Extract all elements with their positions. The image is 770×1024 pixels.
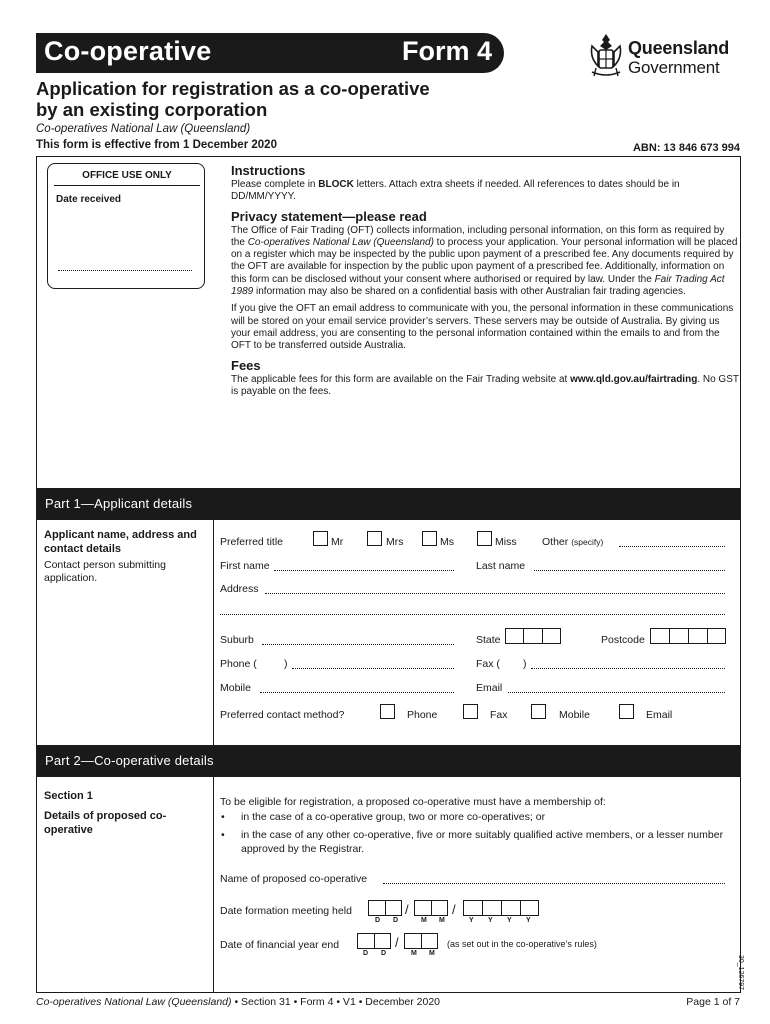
page-number: Page 1 of 7 (686, 996, 740, 1008)
formation-month-boxes[interactable] (414, 900, 448, 916)
fax-label: Fax ( (476, 658, 500, 670)
privacy-paragraph-2: If you give the OFT an email address to communicate with you, the personal information in these communications will be stored on your email service provider’s servers. These servers may be outside of Australia. By giving us your email address, you are consenting to the personal information contained within the emails to and from the OFT to be transferred outside Australia. (231, 303, 734, 352)
instructions-text: Please complete in BLOCK letters. Attach extra sheets if needed. All references to dates should be in DD/MM/YYYY. (231, 179, 680, 203)
first-name-input[interactable] (274, 570, 454, 571)
date-letter: D (381, 950, 387, 957)
contact-fax-checkbox[interactable] (463, 704, 478, 719)
formation-date-label: Date formation meeting held (220, 905, 352, 917)
list-item: • in the case of a co-operative group, two or more co-operatives; or (219, 810, 739, 824)
part-1-heading: Part 1—Applicant details (36, 488, 741, 520)
date-letter: D (393, 917, 399, 924)
eligibility-text: To be eligible for registration, a proposed co-operative must have a membership of: (220, 796, 606, 808)
title-mr-label: Mr (331, 536, 344, 548)
title-mrs-checkbox[interactable] (367, 531, 382, 546)
date-letter: M (439, 917, 445, 924)
fax-close: ) (523, 658, 527, 670)
privacy-heading: Privacy statement—please read (231, 208, 427, 224)
title-miss-checkbox[interactable] (477, 531, 492, 546)
date-separator: / (405, 902, 409, 917)
preferred-title-label: Preferred title (220, 536, 284, 548)
date-letter: M (429, 950, 435, 957)
email-input[interactable] (508, 692, 725, 693)
instructions-section (231, 163, 739, 398)
date-letter: Y (526, 917, 531, 924)
postcode-label: Postcode (601, 634, 645, 646)
coop-name-label: Name of proposed co-operative (220, 873, 368, 885)
phone-label: Phone ( (220, 658, 257, 670)
contact-fax-label: Fax (490, 709, 508, 721)
title-mr-checkbox[interactable] (313, 531, 328, 546)
suburb-input[interactable] (262, 644, 454, 645)
title-line-2: by an existing corporation (36, 99, 268, 120)
office-use-heading: OFFICE USE ONLY (54, 170, 200, 186)
contact-mobile-checkbox[interactable] (531, 704, 546, 719)
preferred-contact-label: Preferred contact method? (220, 709, 345, 721)
footer-reference: Co-operatives National Law (Queensland) • Section 31 • Form 4 • V1 • December 2020 (36, 996, 440, 1008)
form-banner (36, 33, 504, 73)
address-input-line-1[interactable] (265, 593, 725, 594)
section-1-label: Section 1 (44, 790, 93, 802)
title-ms-label: Ms (440, 536, 454, 548)
phone-close: ) (284, 658, 288, 670)
date-letter: D (363, 950, 369, 957)
financial-year-note: (as set out in the co-operative’s rules) (447, 939, 597, 949)
date-separator: / (452, 902, 456, 917)
title-mrs-label: Mrs (386, 536, 404, 548)
title-line-1: Application for registration as a co-operative (36, 78, 430, 99)
formation-year-boxes[interactable] (463, 900, 539, 916)
address-input-line-2[interactable] (220, 614, 725, 615)
mobile-input[interactable] (260, 692, 454, 693)
fair-trading-link[interactable]: www.qld.gov.au/fairtrading (570, 373, 698, 385)
date-letter: M (421, 917, 427, 924)
form-name: Co-operative (44, 36, 212, 66)
financial-year-label: Date of financial year end (220, 939, 340, 951)
address-label: Address (220, 583, 259, 595)
part-2-heading: Part 2—Co-operative details (36, 745, 741, 777)
title-ms-checkbox[interactable] (422, 531, 437, 546)
effective-date: This form is effective from 1 December 2020 (36, 139, 277, 151)
office-use-box (47, 163, 205, 289)
privacy-paragraph-1: The Office of Fair Trading (OFT) collects information, including personal information, on this form as required by the Co-operatives National Law (Queensland) to process your application. Your personal information will be placed on a register which may be inspected by the public upon payment of a prescribed fee. Any documents required by the OFT are available for inspection by the public upon payment of a prescribed fee. Additionally, information on this form can be disclosed without your consent where authorised or required by law. Under the Fair Trading Act 1989 information may also be shared on a confidential basis with other Australian fair trading agencies. (231, 224, 738, 298)
first-name-label: First name (220, 560, 270, 572)
contact-email-checkbox[interactable] (619, 704, 634, 719)
last-name-input[interactable] (534, 570, 725, 571)
contact-mobile-label: Mobile (559, 709, 590, 721)
section-1-title: Details of proposed co-operative (44, 810, 167, 836)
date-separator: / (395, 935, 399, 950)
date-received-label: Date received (56, 194, 122, 205)
logo-text-queensland: Queensland (628, 38, 730, 58)
date-letter: Y (507, 917, 512, 924)
title-other-input[interactable] (619, 546, 725, 547)
form-code: 30_126797 (737, 955, 744, 991)
state-input-boxes[interactable] (505, 628, 561, 644)
fy-month-boxes[interactable] (404, 933, 438, 949)
coop-name-input[interactable] (383, 883, 725, 884)
contact-phone-label: Phone (407, 709, 438, 721)
applicant-label: Applicant name, address and contact details (44, 529, 197, 555)
last-name-label: Last name (476, 560, 526, 572)
law-subtitle: Co-operatives National Law (Queensland) (36, 123, 251, 135)
logo-text-government: Government (628, 58, 720, 77)
formation-day-boxes[interactable] (368, 900, 402, 916)
page-title (36, 78, 476, 120)
coat-of-arms-icon (588, 32, 624, 80)
instructions-heading: Instructions (231, 163, 306, 178)
list-item: • in the case of any other co-operative, five or more suitably qualified active members, or a lesser number approved by the Registrar. (219, 828, 739, 856)
fax-input[interactable] (531, 668, 725, 669)
fees-text: The applicable fees for this form are available on the Fair Trading website at www.qld.gov.au/fairtrading. No GST is payable on the fees. (231, 373, 739, 397)
applicant-note: Contact person submitting application. (44, 559, 166, 584)
title-miss-label: Miss (495, 536, 517, 548)
phone-input[interactable] (292, 668, 454, 669)
suburb-label: Suburb (220, 634, 254, 646)
date-letter: Y (469, 917, 474, 924)
abn-number: ABN: 13 846 673 994 (632, 142, 740, 154)
fees-heading: Fees (231, 357, 261, 373)
contact-phone-checkbox[interactable] (380, 704, 395, 719)
eligibility-list (219, 810, 739, 860)
title-other-label: Other (specify) (542, 536, 604, 548)
date-letter: M (411, 950, 417, 957)
contact-email-label: Email (646, 709, 673, 721)
fy-day-boxes[interactable] (357, 933, 391, 949)
information-box (36, 156, 741, 488)
state-label: State (476, 634, 501, 646)
date-letter: D (375, 917, 381, 924)
date-received-line (58, 270, 192, 271)
form-number: Form 4 (402, 36, 493, 66)
mobile-label: Mobile (220, 682, 251, 694)
queensland-government-logo (584, 32, 746, 82)
email-label: Email (476, 682, 503, 694)
date-letter: Y (488, 917, 493, 924)
postcode-input-boxes[interactable] (650, 628, 726, 644)
